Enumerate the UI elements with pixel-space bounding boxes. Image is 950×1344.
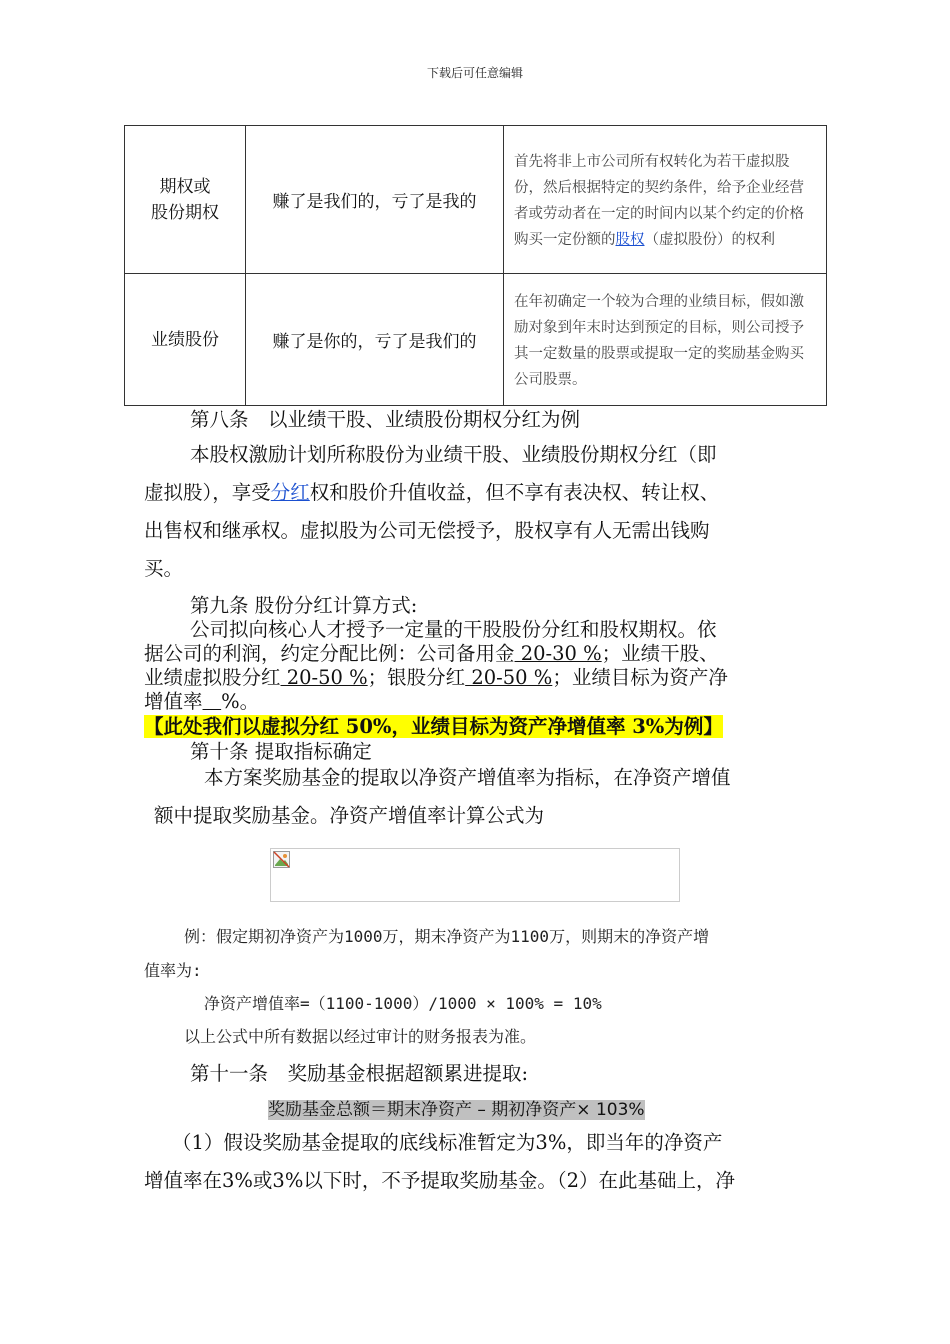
incentive-type-table — [124, 125, 827, 406]
highlight-note — [144, 715, 723, 740]
paragraph-line — [144, 474, 719, 512]
text-run: ；业绩干股、 — [601, 642, 719, 665]
silver-share-ratio-blank: 20-50 % — [465, 666, 553, 689]
text-run: 虚拟股），享受 — [144, 481, 271, 504]
table-row — [125, 274, 827, 406]
example-note: 以上公式中所有数据以经过审计的财务报表为准。 — [184, 1027, 537, 1046]
description-text: 首先将非上市公司所有权转化为若干虚拟股份，然后根据特定的契约条件，给予企业经营者或劳动者在一定的时间内以某个约定的价格购买一定份额的 — [514, 153, 804, 248]
paragraph-line: 增值率在3%或3%以下时，不予提取奖励基金。（2）在此基础上，净 — [144, 1169, 736, 1192]
article-8-title: 第八条 以业绩干股、业绩股份期权分红为例 — [190, 408, 581, 431]
type-name-cell — [125, 126, 246, 274]
motto-cell: 赚了是我们的，亏了是我的 — [246, 126, 504, 274]
text-run: 业绩虚拟股分红 — [144, 666, 281, 689]
article-11-title: 第十一条 奖励基金根据超额累进提取: — [190, 1062, 529, 1085]
virtual-share-ratio-blank: 20-50 % — [280, 666, 368, 689]
paragraph-line: 额中提取奖励基金。净资产增值率计算公式为 — [154, 804, 545, 827]
example-formula: 净资产增值率=（1100-1000）/1000 × 100% = 10% — [204, 994, 602, 1013]
paragraph-line: 公司拟向核心人才授予一定量的干股股份分红和股权期权。依 — [190, 618, 717, 641]
table-row — [125, 126, 827, 274]
description-text: （虚拟股份）的权利 — [644, 231, 775, 248]
fund-formula — [268, 1098, 645, 1122]
type-name-line: 股份期权 — [151, 202, 219, 223]
dividend-link[interactable]: 分红 — [270, 481, 310, 504]
text-run: ；业绩目标为资产净 — [552, 666, 728, 689]
motto-cell: 赚了是你的，亏了是我们的 — [246, 274, 504, 406]
paragraph-line: 买。 — [144, 557, 184, 580]
paragraph-line: 本方案奖励基金的提取以净资产增值率为指标，在净资产增值 — [204, 766, 731, 789]
paragraph-line — [144, 666, 728, 691]
article-10-title: 第十条 提取指标确定 — [190, 740, 372, 763]
paragraph-line — [144, 690, 259, 715]
equity-link[interactable]: 股权 — [615, 231, 645, 248]
broken-image-icon — [273, 851, 290, 868]
type-name-line: 业绩股份 — [151, 329, 219, 350]
text-run: 据公司的利润，约定分配比例：公司备用金 — [144, 642, 515, 665]
page-header: 下载后可任意编辑 — [426, 66, 523, 80]
formula-text: 奖励基金总额＝期末净资产 – 期初净资产× 103% — [268, 1100, 645, 1120]
highlighted-text: 【此处我们以虚拟分红 50%，业绩目标为资产净增值率 3%为例】 — [144, 715, 723, 738]
paragraph-line: 出售权和继承权。虚拟股为公司无偿授予，股权享有人无需出钱购 — [144, 519, 710, 542]
paragraph-line — [144, 642, 719, 667]
example-line: 例：假定期初净资产为1000万，期末净资产为1100万，则期末的净资产增 — [184, 927, 710, 946]
article-9-title: 第九条 股份分红计算方式: — [190, 594, 418, 617]
text-run: 权和股价升值收益，但不享有表决权、转让权、 — [309, 481, 720, 504]
growth-rate-blank — [203, 690, 222, 713]
type-name-cell — [125, 274, 246, 406]
example-line: 值率为: — [144, 961, 202, 980]
formula-image-placeholder — [270, 848, 680, 902]
type-name-line: 期权或 — [159, 176, 211, 197]
text-run: %。 — [221, 690, 260, 713]
paragraph-line: 本股权激励计划所称股份为业绩干股、业绩股份期权分红（即 — [190, 443, 717, 466]
paragraph-line: （1）假设奖励基金提取的底线标准暂定为3%，即当年的净资产 — [172, 1131, 723, 1154]
text-run: 增值率 — [144, 690, 203, 713]
description-cell: 在年初确定一个较为合理的业绩目标，假如激励对象到年末时达到预定的目标，则公司授予其一定数量的股票或提取一定的奖励基金购买公司股票。 — [504, 274, 827, 406]
reserve-ratio-blank: 20-30 % — [514, 642, 602, 665]
text-run: ；银股分红 — [367, 666, 466, 689]
description-cell — [504, 126, 827, 274]
